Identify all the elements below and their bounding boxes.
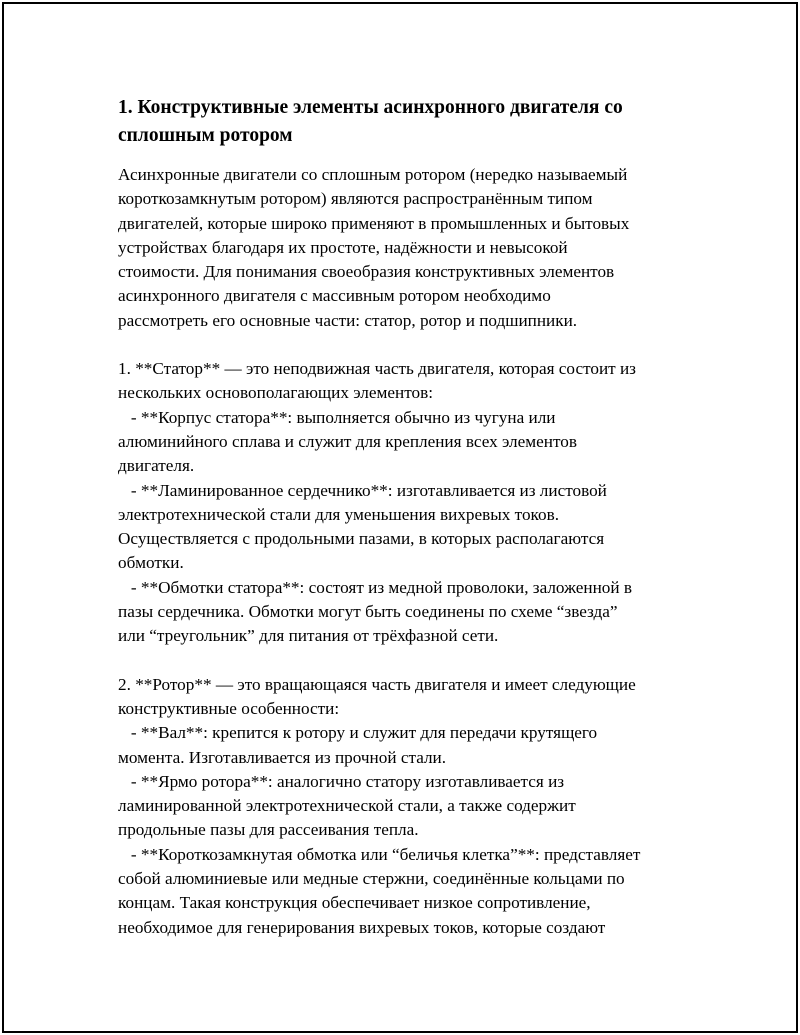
intro-paragraph — [118, 163, 688, 333]
text-line: пазы сердечника. Обмотки могут быть соединены по схеме “звезда” — [118, 602, 618, 622]
text-line: - **Ярмо ротора**: аналогично статору изготавливается из — [118, 771, 565, 791]
text-line: ламинированной электротехнической стали, а также содержит — [118, 796, 576, 816]
text-line: - **Вал**: крепится к ротору и служит для передачи крутящего — [118, 723, 598, 743]
text-line: электротехнической стали для уменьшения вихревых токов. — [118, 504, 560, 524]
text-line: устройствах благодаря их простоте, надёжности и невысокой — [118, 237, 568, 257]
text-line: - **Ламинированное сердечнико**: изготавливается из листовой — [118, 480, 607, 500]
text-line: момента. Изготавливается из прочной стали. — [118, 747, 447, 767]
text-line: или “треугольник” для питания от трёхфазной сети. — [118, 626, 499, 646]
text-line: короткозамкнутым ротором) являются распространённым типом — [118, 189, 593, 209]
text-line: - **Корпус статора**: выполняется обычно из чугуна или — [118, 407, 556, 427]
text-line: Асинхронные двигатели со сплошным ротором (нередко называемый — [118, 165, 628, 184]
text-line: конструктивные особенности: — [118, 698, 340, 718]
text-line: собой алюминиевые или медные стержни, соединённые кольцами по — [118, 869, 625, 889]
text-line: 1. **Статор** — это неподвижная часть двигателя, которая состоит из — [118, 359, 636, 379]
text-line: - **Короткозамкнутая обмотка или “беличья клетка”**: представляет — [118, 844, 641, 864]
text-line: асинхронного двигателя с массивным ротором необходимо — [118, 286, 551, 306]
text-line: алюминийного сплава и служит для крепления всех элементов — [118, 431, 577, 451]
stator-section — [118, 357, 688, 649]
text-line: обмотки. — [118, 553, 184, 573]
text-line: Осуществляется с продольными пазами, в которых располагаются — [118, 529, 605, 549]
text-line: двигателя. — [118, 456, 195, 476]
text-line: - **Обмотки статора**: состоят из медной проволоки, заложенной в — [118, 577, 632, 597]
text-line: нескольких основополагающих элементов: — [118, 383, 433, 403]
text-line: продольные пазы для рассеивания тепла. — [118, 820, 419, 840]
title-line: 1. Конструктивные элементы асинхронного двигателя со — [118, 97, 623, 118]
paragraph-spacer — [118, 333, 688, 357]
text-line: 2. **Ротор** — это вращающаяся часть двигателя и имеет следующие — [118, 674, 636, 694]
rotor-section — [118, 673, 688, 940]
text-line: необходимое для генерирования вихревых токов, которые создают — [118, 917, 606, 937]
document-title — [118, 94, 688, 150]
text-line: рассмотреть его основные части: статор, ротор и подшипники. — [118, 310, 578, 330]
text-line: двигателей, которые широко применяют в промышленных и бытовых — [118, 213, 630, 233]
paragraph-spacer — [118, 649, 688, 673]
title-line: сплошным ротором — [118, 125, 293, 146]
text-line: стоимости. Для понимания своеобразия конструктивных элементов — [118, 262, 615, 282]
text-line: концам. Такая конструкция обеспечивает низкое сопротивление, — [118, 893, 591, 913]
document-body — [118, 94, 688, 940]
